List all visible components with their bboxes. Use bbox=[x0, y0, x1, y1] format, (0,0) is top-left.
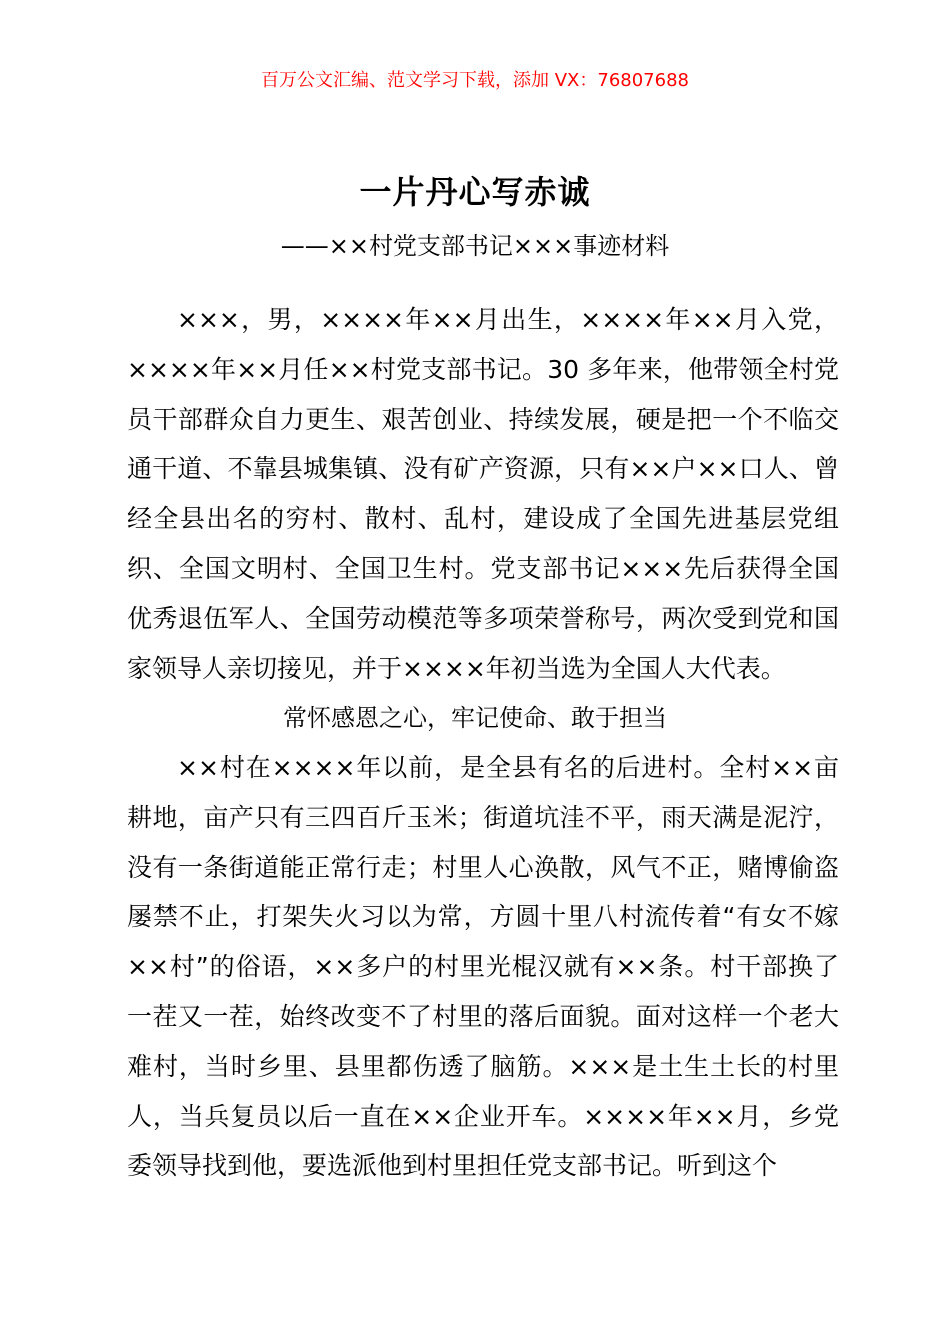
body-paragraph-intro: ×××，男，××××年××月出生，××××年××月入党，××××年××月任××村党支部书记。30 多年来，他带领全村党员干部群众自力更生、艰苦创业、持续发展，硬是把一个不临交通干道、不靠县城集镇、没有矿产资源，只有××户××口人、曾经全县出名的穷村、散村、乱村，建设成了全国先进基层党组织、全国文明村、全国卫生村。党支部书记×××先后获得全国优秀退伍军人、全国劳动模范等多项荣誉称号，两次受到党和国家领导人亲切接见，并于××××年初当选为全国人大代表。 bbox=[127, 305, 839, 683]
page-subtitle: ——××村党支部书记×××事迹材料 bbox=[280, 232, 670, 260]
header-note: 百万公文汇编、范文学习下载，添加 VX：76807688 bbox=[261, 70, 689, 91]
body-paragraph-history: ××村在××××年以前，是全县有名的后进村。全村××亩耕地，亩产只有三四百斤玉米；街道坑洼不平，雨天满是泥泞，没有一条街道能正常行走；村里人心涣散，风气不正，赌博偷盗屡禁不止，打架失火习以为常，方圆十里八村流传着“有女不嫁××村”的俗语，××多户的村里光棍汉就有××条。村干部换了一茬又一茬，始终改变不了村里的落后面貌。面对这样一个老大难村，当时乡里、县里都伤透了脑筋。×××是土生土长的村里人，当兵复员以后一直在××企业开车。××××年××月，乡党委领导找到他，要选派他到村里担任党支部书记。听到这个 bbox=[127, 753, 839, 1181]
section-heading: 常怀感恩之心，牢记使命、敢于担当 bbox=[283, 704, 667, 732]
page-title: 一片丹心写赤诚 bbox=[359, 173, 591, 211]
